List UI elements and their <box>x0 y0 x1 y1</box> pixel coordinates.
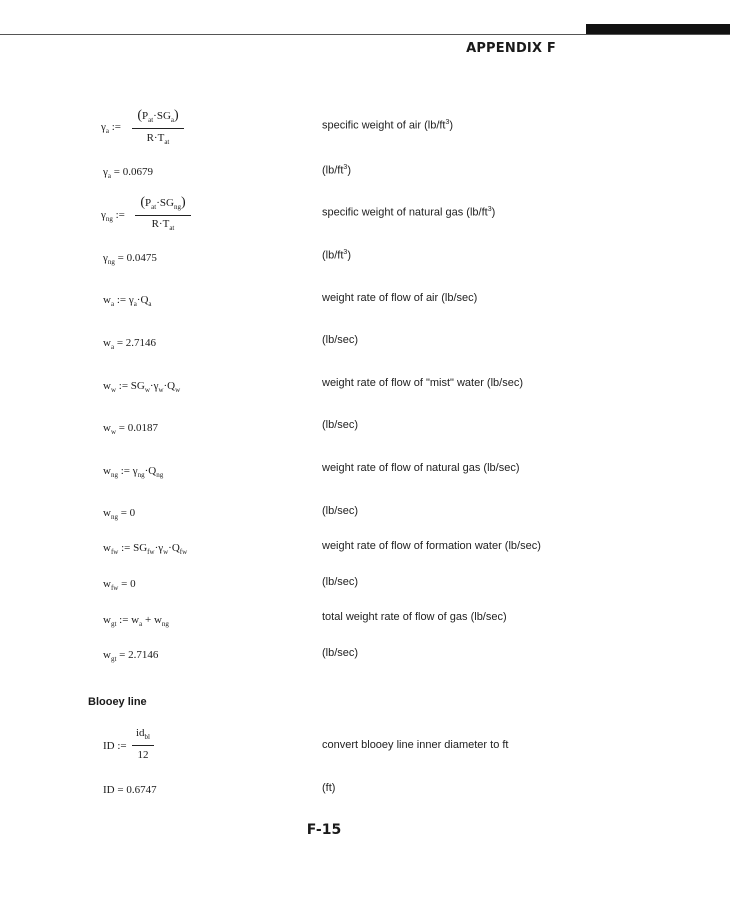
description-gamma-a-unit: $(lb/ft^3)$ <box>322 164 351 177</box>
id-value: 0.6747 <box>126 784 157 796</box>
w-ng-value: 0 <box>129 507 136 519</box>
w-w-value: 0.0187 <box>127 422 158 434</box>
w-a-value: 2.7146 <box>125 337 157 349</box>
description-gamma-ng-unit: $(lb/ft^3)$ <box>322 249 351 262</box>
w-ng-definition: $w_{ng}$ := $\gamma_{ng}\cdot Q_{ng}$ <box>103 465 164 479</box>
id-result: ID = 0.6747 <box>103 784 157 796</box>
description-w-w: weight rate of flow of "mist" water (lb/sec) <box>322 377 523 389</box>
description-id: convert blooey line inner diameter to ft <box>322 739 509 751</box>
gamma-a-value: 0.0679 <box>122 166 153 178</box>
gamma-ng-definition-lhs: $\gamma_{ng}$ := <box>101 209 125 223</box>
description-w-fw: weight rate of flow of formation water (lb/sec) <box>322 540 541 552</box>
description-w-gt: total weight rate of flow of gas (lb/sec) <box>322 611 507 623</box>
w-a-result: $w_a = 2.7146$ <box>103 337 157 351</box>
w-w-definition: $w_w$ := $SG_w\cdot\gamma_w\cdot Q_w$ <box>103 380 181 394</box>
w-w-result: $w_w = 0.0187$ <box>103 422 158 436</box>
description-id-unit: (ft) <box>322 782 336 794</box>
w-ng-result: $w_{ng} = 0$ <box>103 507 136 521</box>
header-rule <box>0 34 730 35</box>
w-a-definition: $w_a$ := $\gamma_a\cdot Q_a$ <box>103 294 152 308</box>
description-w-a: weight rate of flow of air (lb/sec) <box>322 292 478 304</box>
section-heading-blooey-line: Blooey line <box>88 696 147 708</box>
w-fw-value: 0 <box>130 578 136 590</box>
w-fw-result: $w_{fw} = 0$ <box>103 578 136 592</box>
w-gt-value: 2.7146 <box>128 649 159 661</box>
description-w-a-unit: (lb/sec) <box>322 334 359 346</box>
page-number: F-15 <box>306 822 342 838</box>
w-gt-result: $w_{gt} = 2.7146$ <box>103 649 159 663</box>
gamma-a-result: $\gamma_a = 0.0679$ <box>103 166 153 180</box>
description-w-gt-unit: (lb/sec) <box>322 647 359 659</box>
description-gamma-a: specific weight of air $(lb/ft^3)$ <box>322 119 454 132</box>
description-w-fw-unit: (lb/sec) <box>322 576 359 588</box>
description-w-ng-unit: (lb/sec) <box>322 505 359 517</box>
description-w-w-unit: (lb/sec) <box>322 419 359 431</box>
w-gt-definition: $w_{gt}$ := $w_a + w_{ng}$ <box>103 614 169 628</box>
appendix-title: APPENDIX F <box>466 41 556 56</box>
id-divisor: 12 <box>137 749 149 761</box>
id-definition-lhs: ID := <box>103 740 127 752</box>
gamma-ng-result: $\gamma_{ng} = 0.0475$ <box>103 252 157 266</box>
description-gamma-ng: specific weight of natural gas $(lb/ft^3)$ <box>322 206 496 219</box>
description-w-ng: weight rate of flow of natural gas (lb/sec) <box>322 462 520 474</box>
gamma-a-definition-lhs: $\gamma_a$ := <box>101 121 121 135</box>
gamma-ng-value: 0.0475 <box>126 252 157 264</box>
w-fw-definition: $w_{fw}$ := $SG_{fw}\cdot\gamma_w\cdot Q_{fw}$ <box>103 542 188 556</box>
